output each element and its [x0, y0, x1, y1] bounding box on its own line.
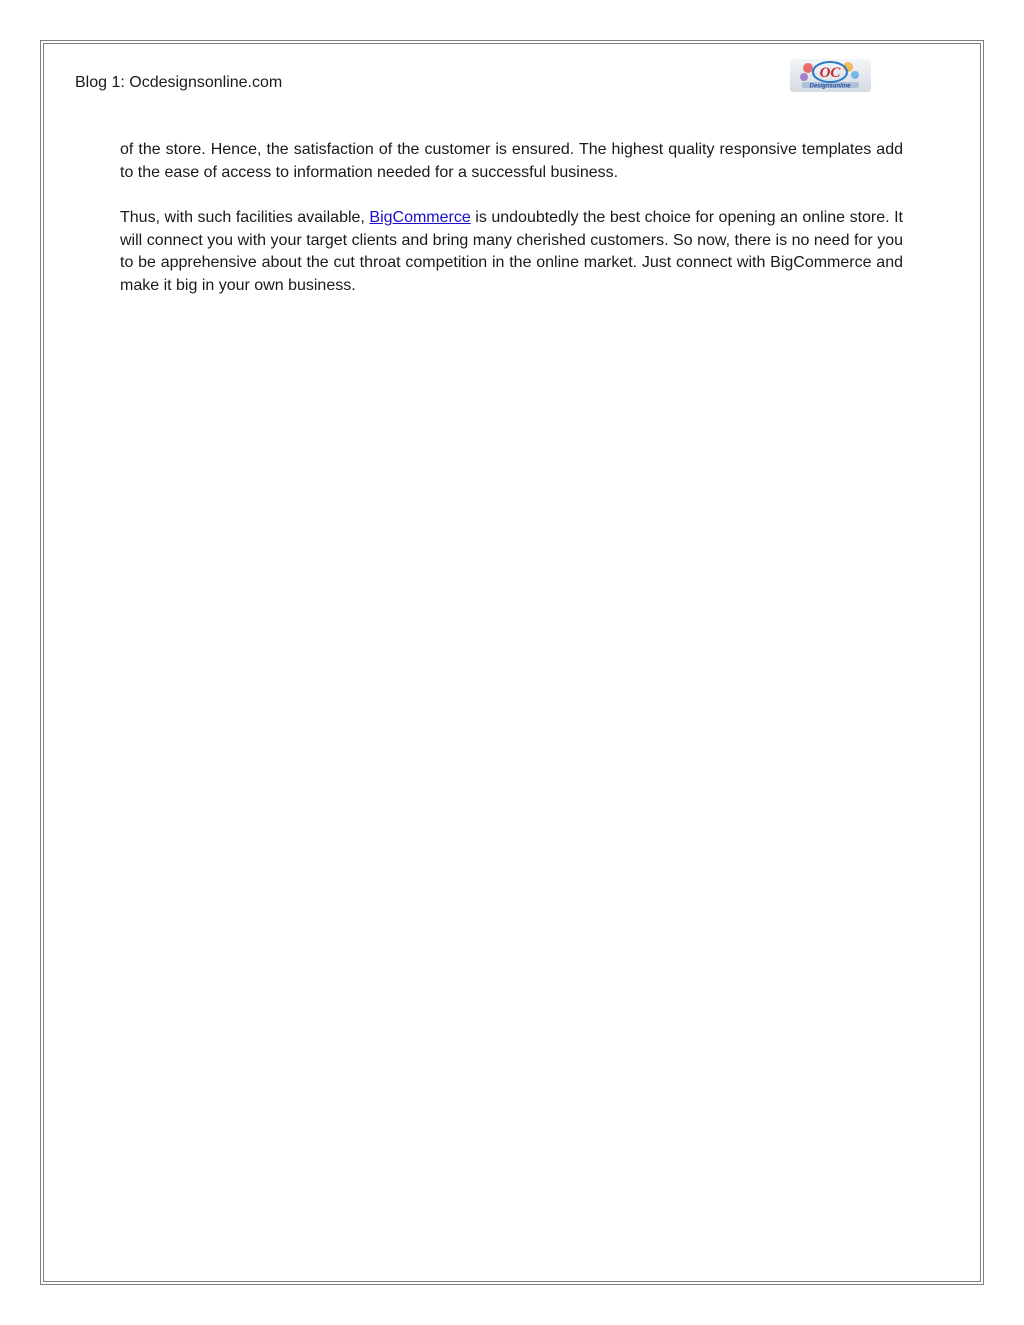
document-body [120, 139, 903, 320]
paragraph-2 [120, 207, 903, 297]
bigcommerce-link[interactable]: BigCommerce [369, 209, 471, 226]
logo-graphic [790, 59, 871, 92]
oc-designs-logo [790, 59, 871, 92]
paragraph-2-text-end: is undoubtedly the best choice for opening an online store. It will connect you with your target clients and bring many cherished customers. So now, there is no need for you to be apprehensive about the cut throat competition in the online market. Just connect with BigCommerce and make it big in your own business. [120, 209, 903, 294]
paragraph-2-text-start: Thus, with such facilities available, [120, 209, 370, 226]
logo-wordmark: Designsonline [809, 83, 851, 90]
header-title: Blog 1: Ocdesignsonline.com [75, 74, 283, 91]
paragraph-1: of the store. Hence, the satisfaction of the customer is ensured. The highest quality responsive templates add to the ease of access to information needed for a successful business. [120, 141, 903, 181]
svg-text:OC: OC [819, 65, 841, 81]
